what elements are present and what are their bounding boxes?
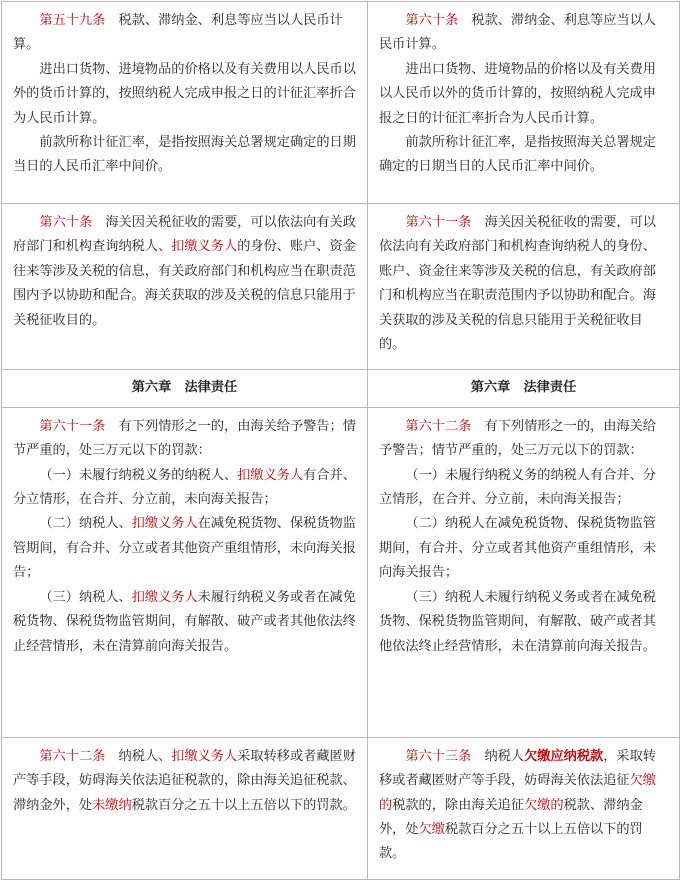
chapter-number: 第六章	[131, 380, 172, 396]
clause-text: 有下列情形之一的，由海关给予警告；情节严重的，处三万元以下的罚款：	[13, 418, 356, 459]
article-number: 第六十条	[39, 215, 93, 230]
clause-text: 的身份、账户、资金往来等涉及关税的信息，有关政府部门和机构应当在职责范围内予以协助和配合。海关获取的涉及关税的信息只能用于关税征收目的。	[13, 239, 356, 328]
added-text: 欠缴应纳税款	[524, 748, 604, 764]
table-row	[2, 737, 680, 879]
clause-text: 海关因关税征收的需要，可以依法向有关政府部门和机构查询纳税人的身份、账户、资金往来等涉及关税的信息，有关政府部门和机构应当在职责范围内予以协助和配合。海关获取的涉及关税的信息只能用于关税征收目的。	[379, 215, 656, 353]
article-number: 第六十条	[405, 13, 459, 28]
clause-text: 税款、滞纳金、利息等应当以人民币计算。	[13, 13, 343, 53]
table-row	[2, 204, 680, 370]
clause-paragraph	[379, 415, 661, 464]
added-text: 欠缴的	[524, 797, 564, 813]
clause-paragraph: 前款所称计征汇率，是指按照海关总署规定确定的日期当日的人民币汇率中间价。	[13, 135, 356, 175]
clause-text: 税款、滞纳金外，处	[379, 797, 643, 838]
old-text-cell	[2, 407, 368, 737]
clause-text: 税款百分之五十以上五倍以下的罚款。	[379, 822, 643, 862]
chapter-title: 法律责任	[523, 380, 577, 396]
article-number: 第六十二条	[405, 418, 472, 434]
clause-text: （三）纳税人	[39, 589, 119, 605]
deleted-text: 、扣缴义务人	[158, 748, 238, 764]
list-item: （一）未履行纳税义务的纳税人有合并、分立情形，在合并、分立前，未向海关报告；	[379, 467, 656, 508]
added-text: 欠缴	[418, 822, 445, 838]
deleted-text: 未缴纳	[92, 797, 132, 813]
list-item: （三）纳税人未履行纳税义务或者在减免税货物、保税货物监管期间，有解散、破产或者其他依法终止经营情形，未在清算前向海关报告。	[379, 589, 656, 654]
clause-paragraph	[13, 9, 356, 58]
deleted-text: 、扣缴义务人	[118, 516, 198, 532]
old-text-cell	[2, 2, 368, 204]
clause-paragraph	[379, 211, 661, 357]
list-item: （二）纳税人在减免税货物、保税货物监管期间，有合并、分立或者其他资产重组情形，未向海关报告；	[379, 516, 656, 581]
clause-text: 税款的，除由海关追征	[392, 797, 525, 813]
chapter-heading	[2, 370, 368, 407]
article-number: 第五十九条	[39, 13, 106, 28]
new-text-cell	[368, 407, 680, 737]
clause-text: 税款、滞纳金、利息等应当以人民币计算。	[379, 13, 656, 53]
new-text-cell	[368, 2, 680, 204]
deleted-text: 、扣缴义务人	[118, 589, 198, 605]
added-text: 欠缴的	[379, 773, 656, 813]
article-number: 第六十二条	[39, 748, 106, 764]
clause-text: ，采取转移或者藏匿财产等手段，妨碍海关依法追征	[379, 748, 656, 789]
clause-paragraph	[379, 745, 661, 867]
clause-text: 未履行纳税义务或者在减免税货物、保税货物监管期间，有解散、破产或者其他依法终止经营情形，未在清算前向海关报告。	[13, 589, 356, 654]
deleted-text: 、扣缴义务人	[224, 467, 304, 483]
clause-paragraph	[13, 211, 356, 333]
clause-text: 在减免税货物、保税货物监管期间，有合并、分立或者其他资产重组情形，未向海关报告；	[13, 516, 356, 581]
clause-text: 采取转移或者藏匿财产等手段，妨碍海关依法追征税款的，除由海关追征税款、滞纳金外，处	[13, 748, 356, 813]
clause-text: （一）未履行纳税义务的纳税人	[39, 467, 225, 483]
old-text-cell	[2, 204, 368, 370]
clause-text: 海关因关税征收的需要，可以依法向有关政府部门和机构查询纳税人	[13, 215, 356, 255]
clause-paragraph	[379, 9, 661, 58]
list-item	[13, 464, 356, 513]
chapter-number: 第六章	[470, 380, 511, 396]
clause-paragraph: 前款所称计征汇率，是指按照海关总署规定确定的日期当日的人民币汇率中间价。	[379, 135, 656, 175]
article-number: 第六十一条	[39, 418, 106, 434]
clause-text: 有下列情形之一的，由海关给予警告；情节严重的，处三万元以下的罚款：	[379, 418, 656, 459]
clause-paragraph	[13, 415, 356, 464]
article-number: 第六十一条	[405, 215, 472, 230]
law-comparison-table	[1, 1, 680, 880]
new-text-cell	[368, 204, 680, 370]
chapter-heading	[368, 370, 680, 407]
new-text-cell	[368, 737, 680, 879]
list-item	[13, 586, 356, 659]
table-row	[2, 407, 680, 737]
chapter-heading-row	[2, 370, 680, 407]
table-row	[2, 2, 680, 204]
list-item	[13, 512, 356, 585]
deleted-text: 、扣缴义务人	[158, 239, 238, 255]
clause-text: 有合并、分立情形，在合并、分立前，未向海关报告；	[13, 467, 356, 508]
chapter-title: 法律责任	[184, 380, 238, 396]
clause-text: 税款百分之五十以上五倍以下的罚款。	[131, 797, 356, 813]
clause-paragraph	[13, 745, 356, 818]
clause-text: 纳税人	[118, 748, 159, 764]
clause-text: 纳税人	[484, 748, 525, 764]
old-text-cell	[2, 737, 368, 879]
clause-paragraph: 进出口货物、进境物品的价格以及有关费用以人民币以外的货币计算的，按照纳税人完成申报之日的计征汇率折合为人民币计算。	[13, 61, 356, 126]
clause-paragraph: 进出口货物、进境物品的价格以及有关费用以人民币以外的货币计算的，按照纳税人完成申报之日的计征汇率折合为人民币计算。	[379, 61, 656, 126]
clause-text: （二）纳税人	[39, 516, 119, 532]
article-number: 第六十三条	[405, 748, 472, 764]
